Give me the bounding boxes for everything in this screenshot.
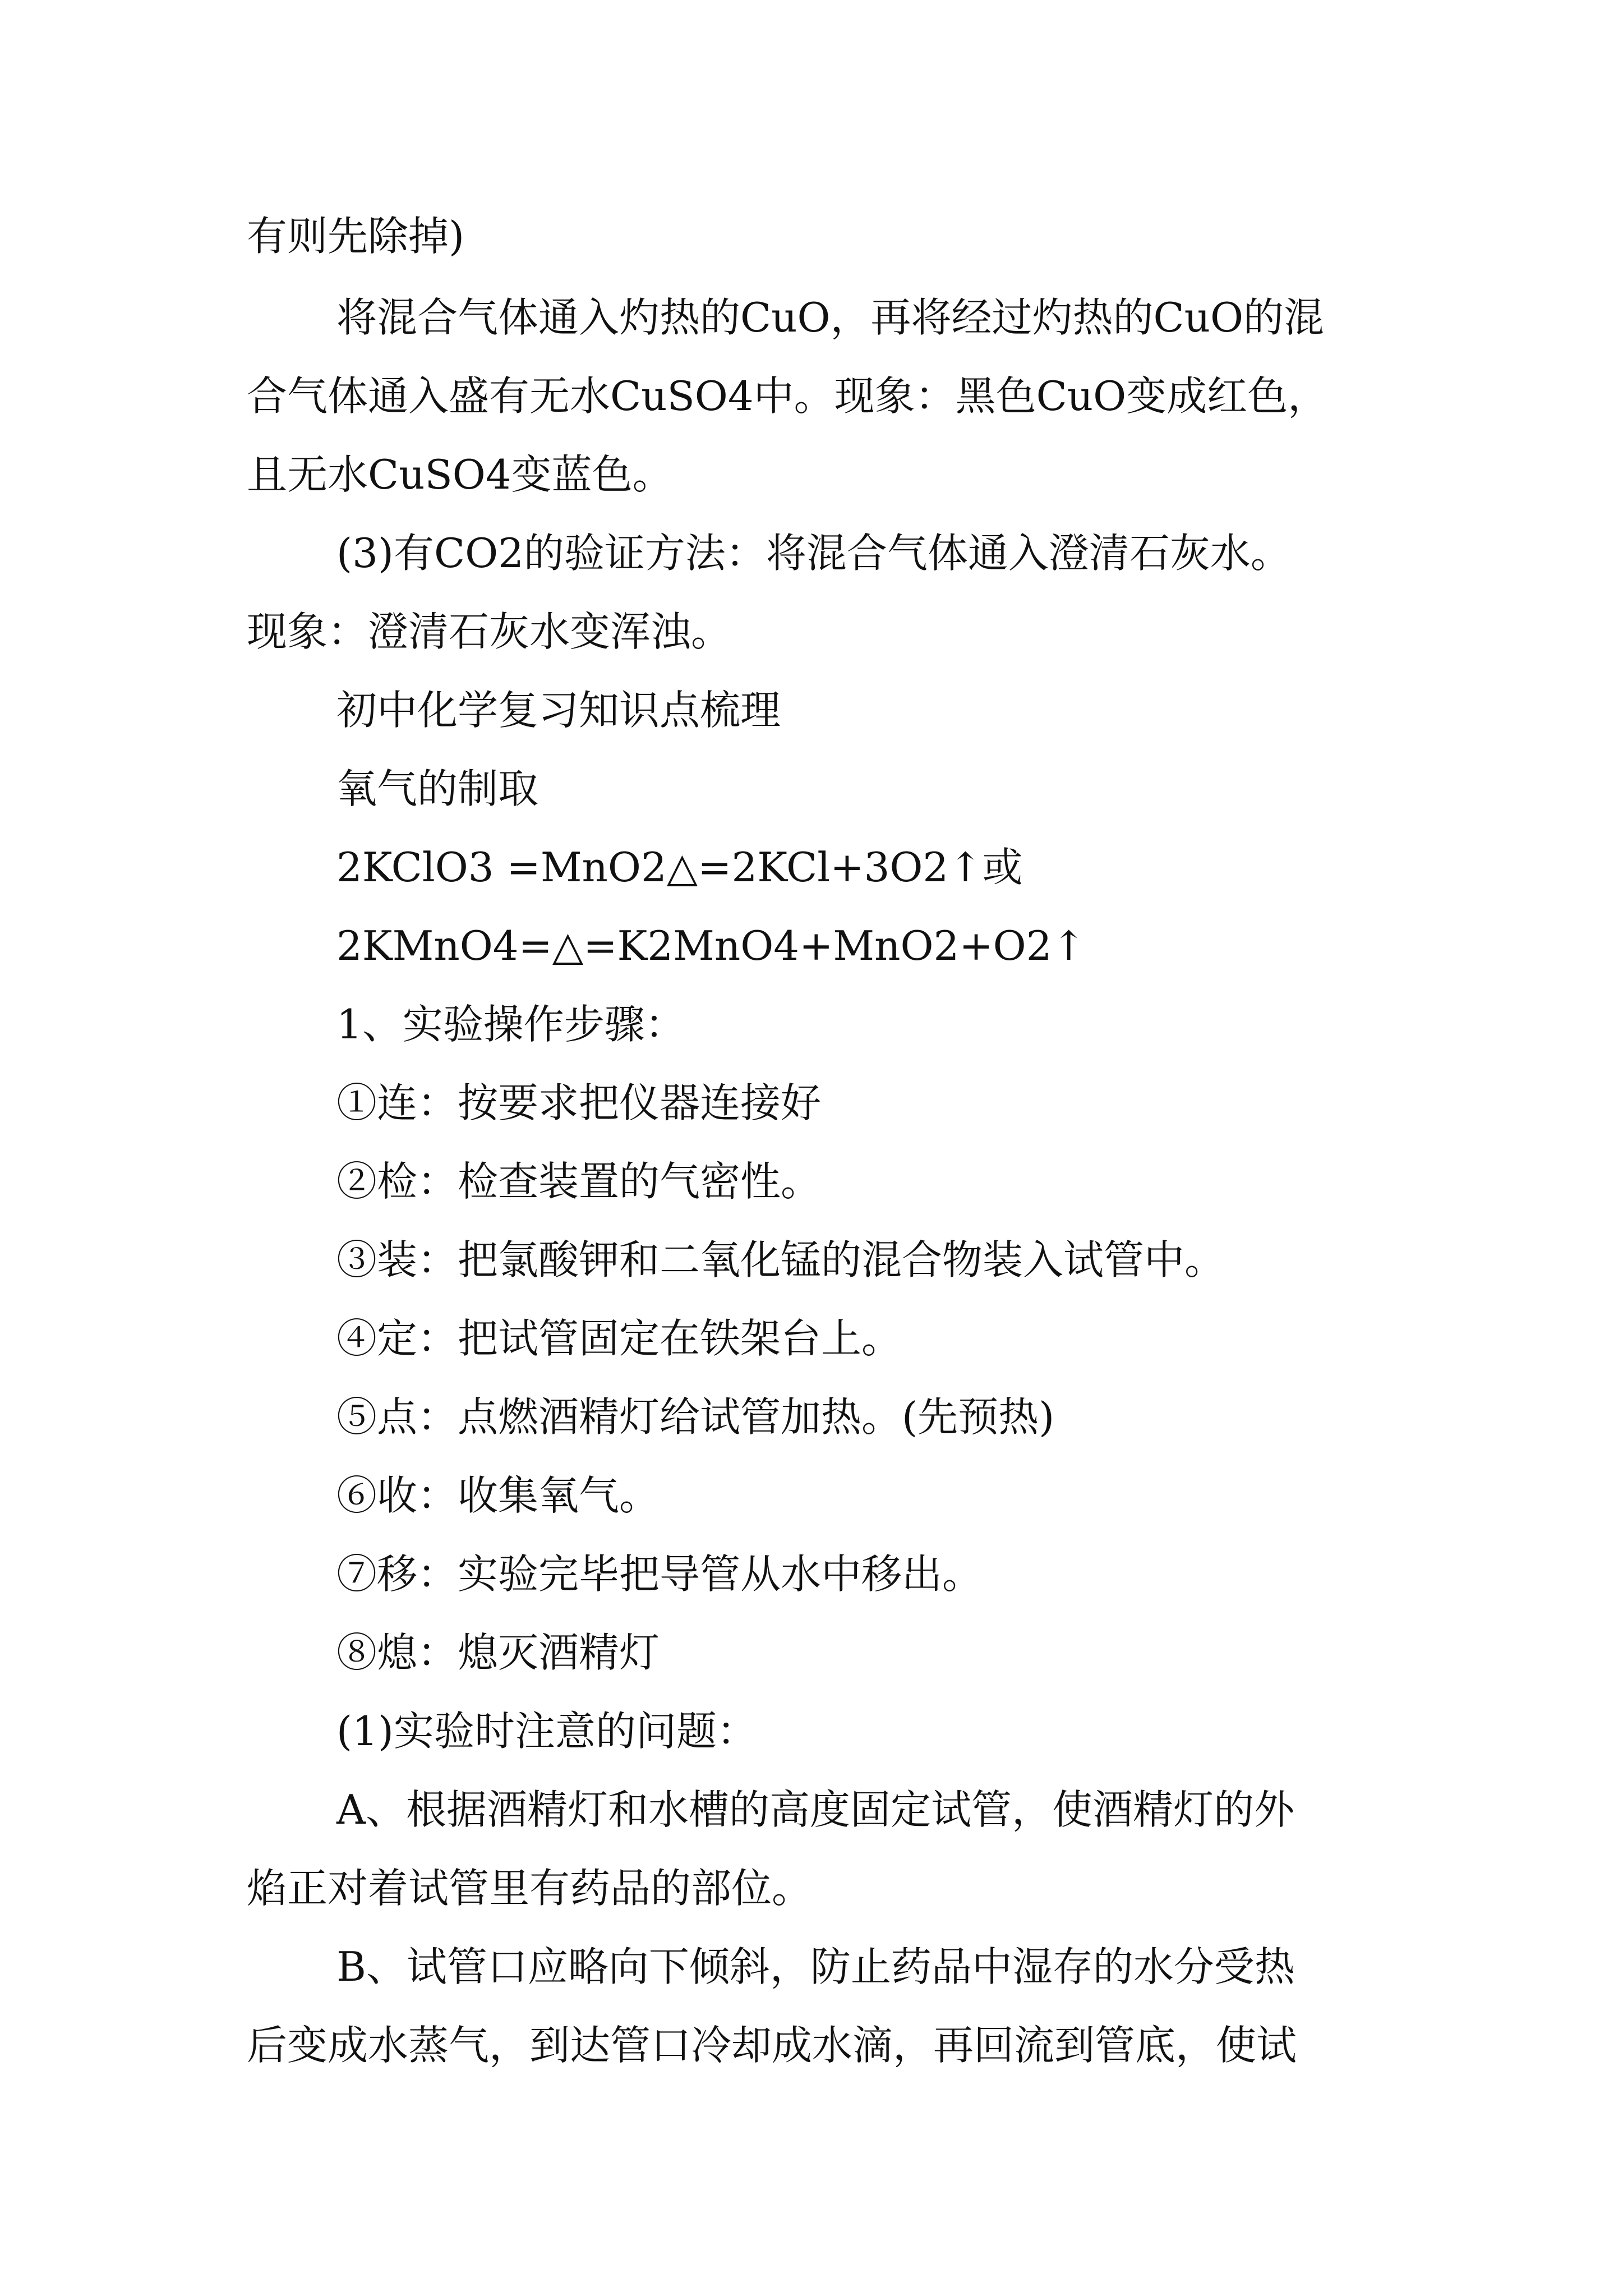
list-item: ⑥收：收集氧气。 — [336, 1472, 660, 1519]
list-item: ③装：把氯酸钾和二氧化锰的混合物装入试管中。 — [336, 1236, 1225, 1283]
text-line: 有则先除掉) — [247, 213, 465, 260]
text-line: 将混合气体通入灼热的CuO，再将经过灼热的CuO的混 — [336, 294, 1324, 341]
text-line: 现象：澄清石灰水变浑浊。 — [247, 608, 732, 655]
text-line: B、试管口应略向下倾斜，防止药品中湿存的水分受热 — [336, 1943, 1295, 1990]
text-line: A、根据酒精灯和水槽的高度固定试管，使酒精灯的外 — [336, 1786, 1294, 1833]
list-item: ⑦移：实验完毕把导管从水中移出。 — [336, 1550, 983, 1598]
text-line: (3)有CO2的验证方法：将混合气体通入澄清石灰水。 — [336, 530, 1291, 577]
text-line: 合气体通入盛有无水CuSO4中。现象：黑色CuO变成红色， — [247, 372, 1329, 420]
text-line: 且无水CuSO4变蓝色。 — [247, 451, 673, 498]
subsection-heading: 氧气的制取 — [336, 765, 539, 812]
text-line: (1)实验时注意的问题： — [336, 1708, 757, 1755]
section-heading: 初中化学复习知识点梳理 — [336, 687, 781, 734]
chemical-equation: 2KClO3 =MnO2△=2KCl+3O2↑或 — [336, 844, 1023, 891]
list-item: ②检：检查装置的气密性。 — [336, 1158, 822, 1205]
list-item: ④定：把试管固定在铁架台上。 — [336, 1315, 902, 1362]
text-line: 后变成水蒸气，到达管口冷却成水滴，再回流到管底，使试 — [247, 2022, 1297, 2069]
list-item: ⑤点：点燃酒精灯给试管加热。(先预热) — [336, 1393, 1055, 1441]
list-item: ①连：按要求把仪器连接好 — [336, 1079, 822, 1126]
list-item: ⑧熄：熄灭酒精灯 — [336, 1629, 660, 1676]
chemical-equation: 2KMnO4=△=K2MnO4+MnO2+O2↑ — [336, 922, 1086, 969]
text-line: 1、实验操作步骤： — [336, 1001, 685, 1048]
text-line: 焰正对着试管里有药品的部位。 — [247, 1865, 813, 1912]
